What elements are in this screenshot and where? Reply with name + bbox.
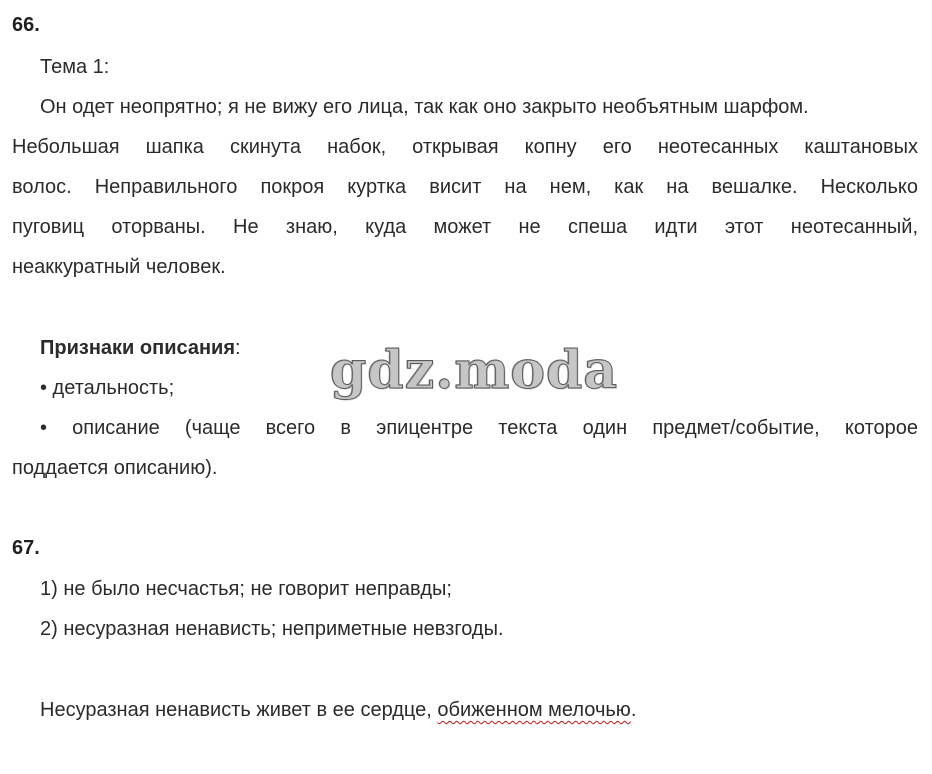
sentence-end: . <box>630 699 637 721</box>
task-67-number: 67. <box>12 537 40 559</box>
paragraph-line-3: волос. Неправильного покроя куртка висит на нем, как на вешалке. Несколько <box>12 176 918 198</box>
answer-item-1: 1) не было несчастья; не говорит неправды; <box>40 578 452 600</box>
watermark-logo: gdz.moda <box>330 340 619 401</box>
answer-item-2: 2) несуразная ненависть; неприметные невзгоды. <box>40 618 504 640</box>
paragraph-line-2: Небольшая шапка скинута набок, открывая копну его неотесанных каштановых <box>12 136 918 158</box>
theme-label: Тема 1: <box>40 56 110 78</box>
bullet-description-line-1: • описание (чаще всего в эпицентре текста один предмет/событие, которое <box>40 417 918 439</box>
signs-heading-line <box>40 336 241 360</box>
task-66-number: 66. <box>12 14 40 36</box>
paragraph-line-1: Он одет неопрятно; я не вижу его лица, так как оно закрыто необъятным шарфом. <box>40 96 809 118</box>
bullet-description-line-2: поддается описанию). <box>12 457 218 479</box>
signs-heading-colon: : <box>235 337 241 359</box>
sentence-underlined-phrase: обиженном мелочью <box>437 699 631 721</box>
sentence-start: Несуразная ненависть живет в ее сердце, <box>40 699 438 721</box>
paragraph-line-5: неаккуратный человек. <box>12 256 226 278</box>
signs-heading: Признаки описания <box>40 337 236 359</box>
bullet-detail: • детальность; <box>40 377 175 399</box>
answer-sentence <box>40 698 636 722</box>
paragraph-line-4: пуговиц оторваны. Не знаю, куда может не спеша идти этот неотесанный, <box>12 216 918 238</box>
